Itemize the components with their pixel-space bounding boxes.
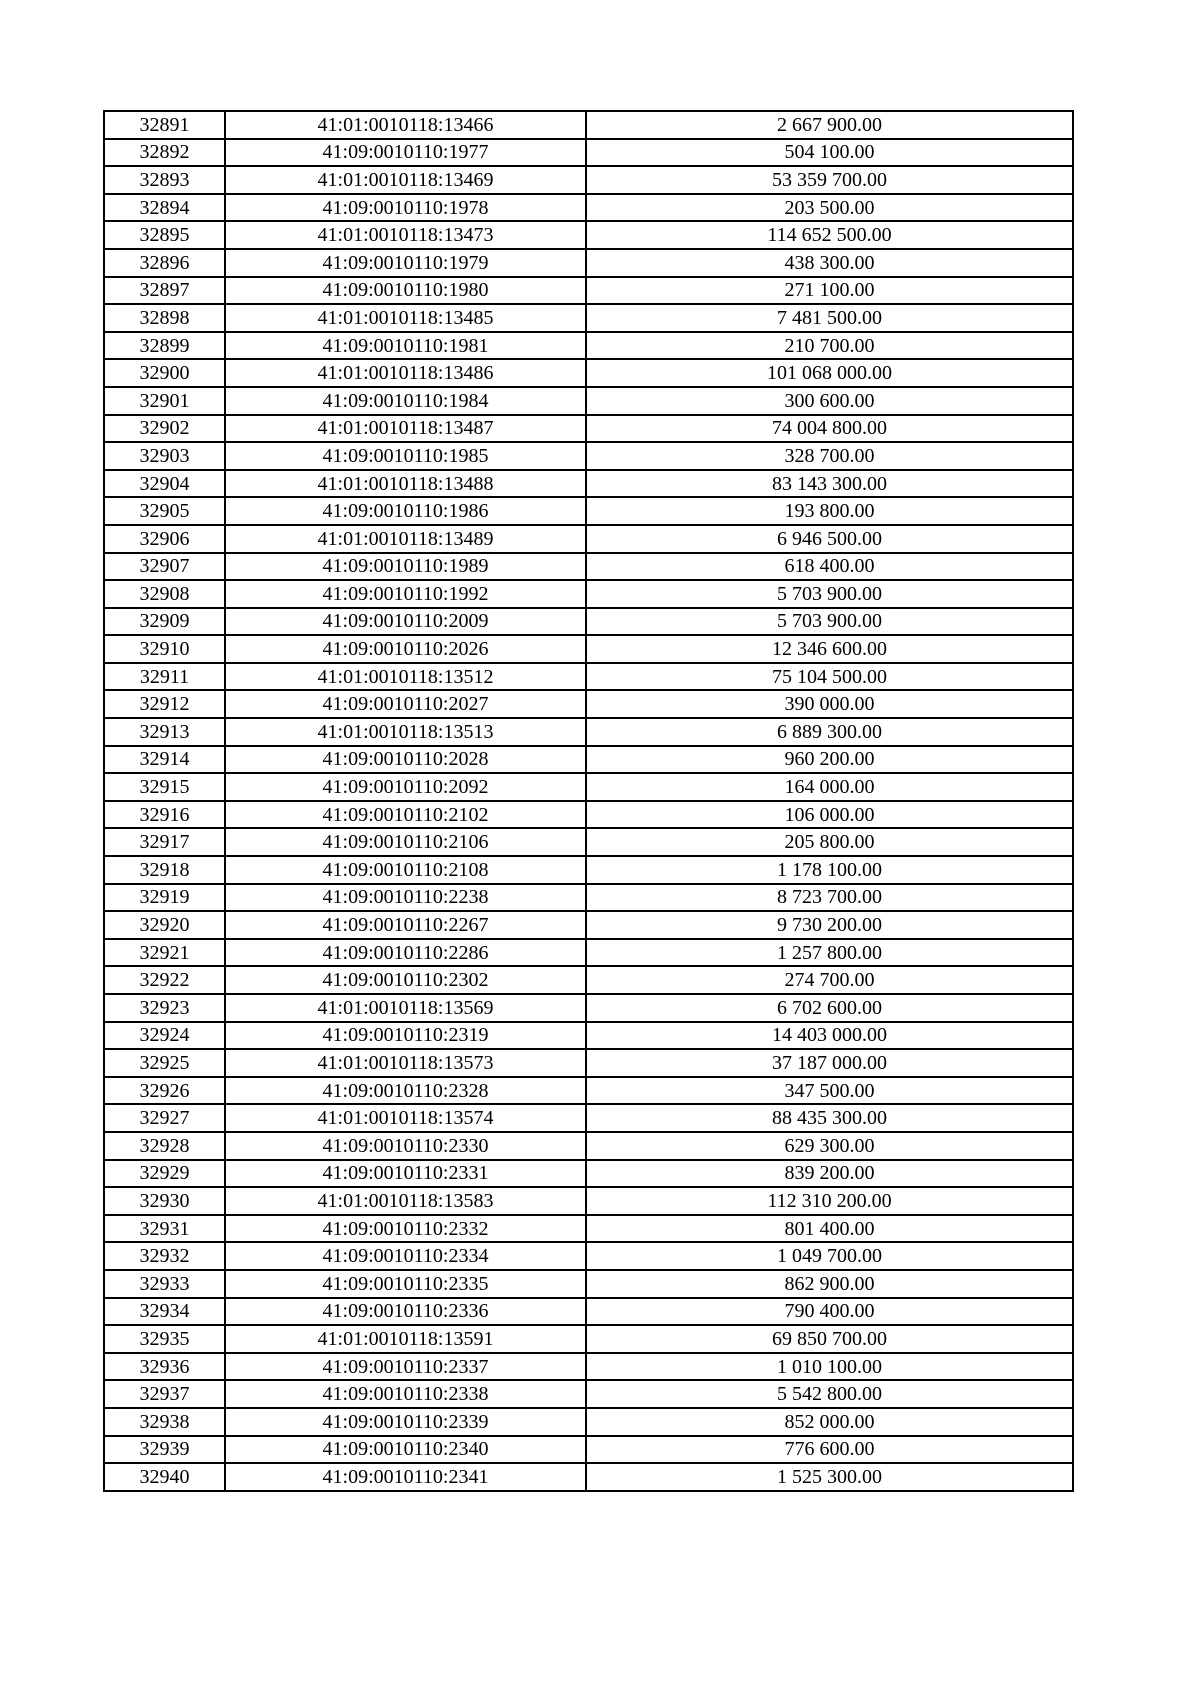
cadastral-value-cell: 88 435 300.00 — [586, 1104, 1073, 1132]
row-number-cell: 32912 — [104, 690, 225, 718]
cadastral-number-cell: 41:09:0010110:2286 — [225, 939, 586, 967]
cadastral-number-cell: 41:01:0010118:13469 — [225, 166, 586, 194]
cadastral-number-cell: 41:09:0010110:2027 — [225, 690, 586, 718]
row-number-cell: 32906 — [104, 525, 225, 553]
cadastral-number-cell: 41:09:0010110:2106 — [225, 828, 586, 856]
cadastral-number-cell: 41:09:0010110:1978 — [225, 194, 586, 222]
row-number-cell: 32922 — [104, 966, 225, 994]
row-number-cell: 32908 — [104, 580, 225, 608]
cadastral-value-cell: 504 100.00 — [586, 139, 1073, 167]
cadastral-number-cell: 41:09:0010110:2328 — [225, 1077, 586, 1105]
row-number-cell: 32929 — [104, 1160, 225, 1188]
cadastral-number-cell: 41:09:0010110:2341 — [225, 1463, 586, 1491]
table-row — [104, 1353, 1073, 1381]
table-row — [104, 525, 1073, 553]
row-number-cell: 32894 — [104, 194, 225, 222]
row-number-cell: 32923 — [104, 994, 225, 1022]
row-number-cell: 32934 — [104, 1298, 225, 1326]
table-row — [104, 1187, 1073, 1215]
cadastral-value-cell: 7 481 500.00 — [586, 304, 1073, 332]
cadastral-value-cell: 9 730 200.00 — [586, 911, 1073, 939]
table-row — [104, 1408, 1073, 1436]
cadastral-value-cell: 69 850 700.00 — [586, 1325, 1073, 1353]
row-number-cell: 32891 — [104, 111, 225, 139]
cadastral-number-cell: 41:09:0010110:1977 — [225, 139, 586, 167]
row-number-cell: 32905 — [104, 497, 225, 525]
cadastral-number-cell: 41:09:0010110:2336 — [225, 1298, 586, 1326]
cadastral-value-cell: 390 000.00 — [586, 690, 1073, 718]
cadastral-number-cell: 41:09:0010110:2337 — [225, 1353, 586, 1381]
row-number-cell: 32932 — [104, 1242, 225, 1270]
cadastral-number-cell: 41:09:0010110:1989 — [225, 553, 586, 581]
cadastral-value-cell: 12 346 600.00 — [586, 635, 1073, 663]
table-row — [104, 1077, 1073, 1105]
cadastral-number-cell: 41:09:0010110:1979 — [225, 249, 586, 277]
cadastral-value-cell: 328 700.00 — [586, 442, 1073, 470]
cadastral-number-cell: 41:09:0010110:2331 — [225, 1160, 586, 1188]
cadastral-value-cell: 74 004 800.00 — [586, 415, 1073, 443]
cadastral-number-cell: 41:09:0010110:1985 — [225, 442, 586, 470]
table-row — [104, 635, 1073, 663]
cadastral-value-cell: 210 700.00 — [586, 332, 1073, 360]
cadastral-number-cell: 41:09:0010110:2267 — [225, 911, 586, 939]
row-number-cell: 32903 — [104, 442, 225, 470]
table-row — [104, 1325, 1073, 1353]
row-number-cell: 32892 — [104, 139, 225, 167]
table-row — [104, 580, 1073, 608]
row-number-cell: 32915 — [104, 773, 225, 801]
cadastral-number-cell: 41:01:0010118:13583 — [225, 1187, 586, 1215]
row-number-cell: 32911 — [104, 663, 225, 691]
cadastral-number-cell: 41:09:0010110:2238 — [225, 884, 586, 912]
table-row — [104, 828, 1073, 856]
table-row — [104, 194, 1073, 222]
row-number-cell: 32917 — [104, 828, 225, 856]
cadastral-value-cell: 839 200.00 — [586, 1160, 1073, 1188]
row-number-cell: 32913 — [104, 718, 225, 746]
row-number-cell: 32895 — [104, 221, 225, 249]
row-number-cell: 32936 — [104, 1353, 225, 1381]
cadastral-value-cell: 2 667 900.00 — [586, 111, 1073, 139]
cadastral-value-cell: 629 300.00 — [586, 1132, 1073, 1160]
table-row — [104, 1270, 1073, 1298]
cadastral-value-cell: 101 068 000.00 — [586, 359, 1073, 387]
row-number-cell: 32920 — [104, 911, 225, 939]
cadastral-number-cell: 41:01:0010118:13473 — [225, 221, 586, 249]
table-row — [104, 608, 1073, 636]
cadastral-value-cell: 1 257 800.00 — [586, 939, 1073, 967]
table-row — [104, 497, 1073, 525]
cadastral-number-cell: 41:09:0010110:2092 — [225, 773, 586, 801]
table-row — [104, 939, 1073, 967]
cadastral-number-cell: 41:09:0010110:2334 — [225, 1242, 586, 1270]
cadastral-value-cell: 618 400.00 — [586, 553, 1073, 581]
cadastral-value-table — [103, 110, 1074, 1492]
table-row — [104, 387, 1073, 415]
row-number-cell: 32900 — [104, 359, 225, 387]
row-number-cell: 32935 — [104, 1325, 225, 1353]
cadastral-number-cell: 41:09:0010110:2335 — [225, 1270, 586, 1298]
table-row — [104, 221, 1073, 249]
cadastral-number-cell: 41:01:0010118:13591 — [225, 1325, 586, 1353]
table-row — [104, 773, 1073, 801]
cadastral-number-cell: 41:09:0010110:1981 — [225, 332, 586, 360]
cadastral-value-cell: 203 500.00 — [586, 194, 1073, 222]
table-row — [104, 911, 1073, 939]
row-number-cell: 32928 — [104, 1132, 225, 1160]
row-number-cell: 32921 — [104, 939, 225, 967]
row-number-cell: 32899 — [104, 332, 225, 360]
table-row — [104, 553, 1073, 581]
table-row — [104, 139, 1073, 167]
row-number-cell: 32896 — [104, 249, 225, 277]
cadastral-number-cell: 41:01:0010118:13573 — [225, 1049, 586, 1077]
cadastral-number-cell: 41:09:0010110:2028 — [225, 746, 586, 774]
cadastral-number-cell: 41:09:0010110:2340 — [225, 1436, 586, 1464]
cadastral-value-cell: 1 178 100.00 — [586, 856, 1073, 884]
row-number-cell: 32909 — [104, 608, 225, 636]
cadastral-value-cell: 112 310 200.00 — [586, 1187, 1073, 1215]
cadastral-number-cell: 41:01:0010118:13489 — [225, 525, 586, 553]
cadastral-number-cell: 41:01:0010118:13488 — [225, 470, 586, 498]
cadastral-number-cell: 41:09:0010110:2332 — [225, 1215, 586, 1243]
table-row — [104, 1463, 1073, 1491]
row-number-cell: 32914 — [104, 746, 225, 774]
cadastral-number-cell: 41:01:0010118:13486 — [225, 359, 586, 387]
cadastral-value-cell: 347 500.00 — [586, 1077, 1073, 1105]
cadastral-number-cell: 41:09:0010110:2108 — [225, 856, 586, 884]
row-number-cell: 32916 — [104, 801, 225, 829]
table-row — [104, 884, 1073, 912]
cadastral-number-cell: 41:09:0010110:2319 — [225, 1022, 586, 1050]
cadastral-value-cell: 862 900.00 — [586, 1270, 1073, 1298]
cadastral-value-cell: 852 000.00 — [586, 1408, 1073, 1436]
cadastral-number-cell: 41:09:0010110:1986 — [225, 497, 586, 525]
cadastral-number-cell: 41:09:0010110:2102 — [225, 801, 586, 829]
table-row — [104, 1160, 1073, 1188]
cadastral-number-cell: 41:01:0010118:13485 — [225, 304, 586, 332]
cadastral-value-cell: 274 700.00 — [586, 966, 1073, 994]
row-number-cell: 32937 — [104, 1380, 225, 1408]
cadastral-number-cell: 41:09:0010110:2339 — [225, 1408, 586, 1436]
row-number-cell: 32933 — [104, 1270, 225, 1298]
row-number-cell: 32902 — [104, 415, 225, 443]
cadastral-value-cell: 53 359 700.00 — [586, 166, 1073, 194]
cadastral-value-cell: 14 403 000.00 — [586, 1022, 1073, 1050]
cadastral-number-cell: 41:09:0010110:2330 — [225, 1132, 586, 1160]
row-number-cell: 32931 — [104, 1215, 225, 1243]
cadastral-number-cell: 41:09:0010110:1980 — [225, 277, 586, 305]
row-number-cell: 32939 — [104, 1436, 225, 1464]
cadastral-value-cell: 776 600.00 — [586, 1436, 1073, 1464]
row-number-cell: 32925 — [104, 1049, 225, 1077]
cadastral-number-cell: 41:09:0010110:2009 — [225, 608, 586, 636]
table-row — [104, 994, 1073, 1022]
cadastral-number-cell: 41:01:0010118:13512 — [225, 663, 586, 691]
cadastral-value-cell: 37 187 000.00 — [586, 1049, 1073, 1077]
table-row — [104, 1436, 1073, 1464]
cadastral-value-cell: 6 702 600.00 — [586, 994, 1073, 1022]
table-row — [104, 470, 1073, 498]
cadastral-value-cell: 1 049 700.00 — [586, 1242, 1073, 1270]
table-row — [104, 718, 1073, 746]
cadastral-value-cell: 801 400.00 — [586, 1215, 1073, 1243]
row-number-cell: 32927 — [104, 1104, 225, 1132]
row-number-cell: 32898 — [104, 304, 225, 332]
cadastral-value-cell: 438 300.00 — [586, 249, 1073, 277]
cadastral-number-cell: 41:01:0010118:13569 — [225, 994, 586, 1022]
cadastral-value-cell: 205 800.00 — [586, 828, 1073, 856]
table-row — [104, 249, 1073, 277]
row-number-cell: 32924 — [104, 1022, 225, 1050]
cadastral-value-cell: 106 000.00 — [586, 801, 1073, 829]
table-row — [104, 1104, 1073, 1132]
table-row — [104, 1380, 1073, 1408]
table-row — [104, 442, 1073, 470]
table-row — [104, 415, 1073, 443]
cadastral-number-cell: 41:01:0010118:13466 — [225, 111, 586, 139]
cadastral-number-cell: 41:09:0010110:1984 — [225, 387, 586, 415]
table-row — [104, 332, 1073, 360]
cadastral-number-cell: 41:01:0010118:13574 — [225, 1104, 586, 1132]
cadastral-value-cell: 1 525 300.00 — [586, 1463, 1073, 1491]
cadastral-number-cell: 41:09:0010110:2338 — [225, 1380, 586, 1408]
cadastral-value-cell: 193 800.00 — [586, 497, 1073, 525]
cadastral-value-cell: 83 143 300.00 — [586, 470, 1073, 498]
table-row — [104, 856, 1073, 884]
cadastral-value-cell: 164 000.00 — [586, 773, 1073, 801]
cadastral-value-cell: 271 100.00 — [586, 277, 1073, 305]
cadastral-number-cell: 41:09:0010110:1992 — [225, 580, 586, 608]
cadastral-value-cell: 5 703 900.00 — [586, 580, 1073, 608]
table-row — [104, 1049, 1073, 1077]
cadastral-value-cell: 960 200.00 — [586, 746, 1073, 774]
cadastral-number-cell: 41:01:0010118:13487 — [225, 415, 586, 443]
table-body — [104, 111, 1073, 1491]
row-number-cell: 32907 — [104, 553, 225, 581]
table-row — [104, 1298, 1073, 1326]
cadastral-value-cell: 300 600.00 — [586, 387, 1073, 415]
cadastral-value-cell: 790 400.00 — [586, 1298, 1073, 1326]
cadastral-number-cell: 41:01:0010118:13513 — [225, 718, 586, 746]
table-row — [104, 746, 1073, 774]
table-row — [104, 801, 1073, 829]
row-number-cell: 32904 — [104, 470, 225, 498]
table-row — [104, 690, 1073, 718]
row-number-cell: 32901 — [104, 387, 225, 415]
table-row — [104, 1215, 1073, 1243]
table-row — [104, 663, 1073, 691]
table-row — [104, 111, 1073, 139]
cadastral-value-cell: 75 104 500.00 — [586, 663, 1073, 691]
row-number-cell: 32938 — [104, 1408, 225, 1436]
table-row — [104, 1132, 1073, 1160]
table-row — [104, 1242, 1073, 1270]
table-row — [104, 1022, 1073, 1050]
cadastral-value-cell: 6 946 500.00 — [586, 525, 1073, 553]
cadastral-number-cell: 41:09:0010110:2302 — [225, 966, 586, 994]
row-number-cell: 32918 — [104, 856, 225, 884]
table-row — [104, 966, 1073, 994]
cadastral-value-cell: 8 723 700.00 — [586, 884, 1073, 912]
table-row — [104, 304, 1073, 332]
row-number-cell: 32926 — [104, 1077, 225, 1105]
row-number-cell: 32919 — [104, 884, 225, 912]
table-row — [104, 359, 1073, 387]
cadastral-value-cell: 5 542 800.00 — [586, 1380, 1073, 1408]
row-number-cell: 32940 — [104, 1463, 225, 1491]
cadastral-value-cell: 114 652 500.00 — [586, 221, 1073, 249]
cadastral-value-cell: 1 010 100.00 — [586, 1353, 1073, 1381]
cadastral-value-cell: 6 889 300.00 — [586, 718, 1073, 746]
row-number-cell: 32930 — [104, 1187, 225, 1215]
table-row — [104, 166, 1073, 194]
row-number-cell: 32897 — [104, 277, 225, 305]
cadastral-number-cell: 41:09:0010110:2026 — [225, 635, 586, 663]
table-row — [104, 277, 1073, 305]
row-number-cell: 32910 — [104, 635, 225, 663]
row-number-cell: 32893 — [104, 166, 225, 194]
cadastral-value-cell: 5 703 900.00 — [586, 608, 1073, 636]
